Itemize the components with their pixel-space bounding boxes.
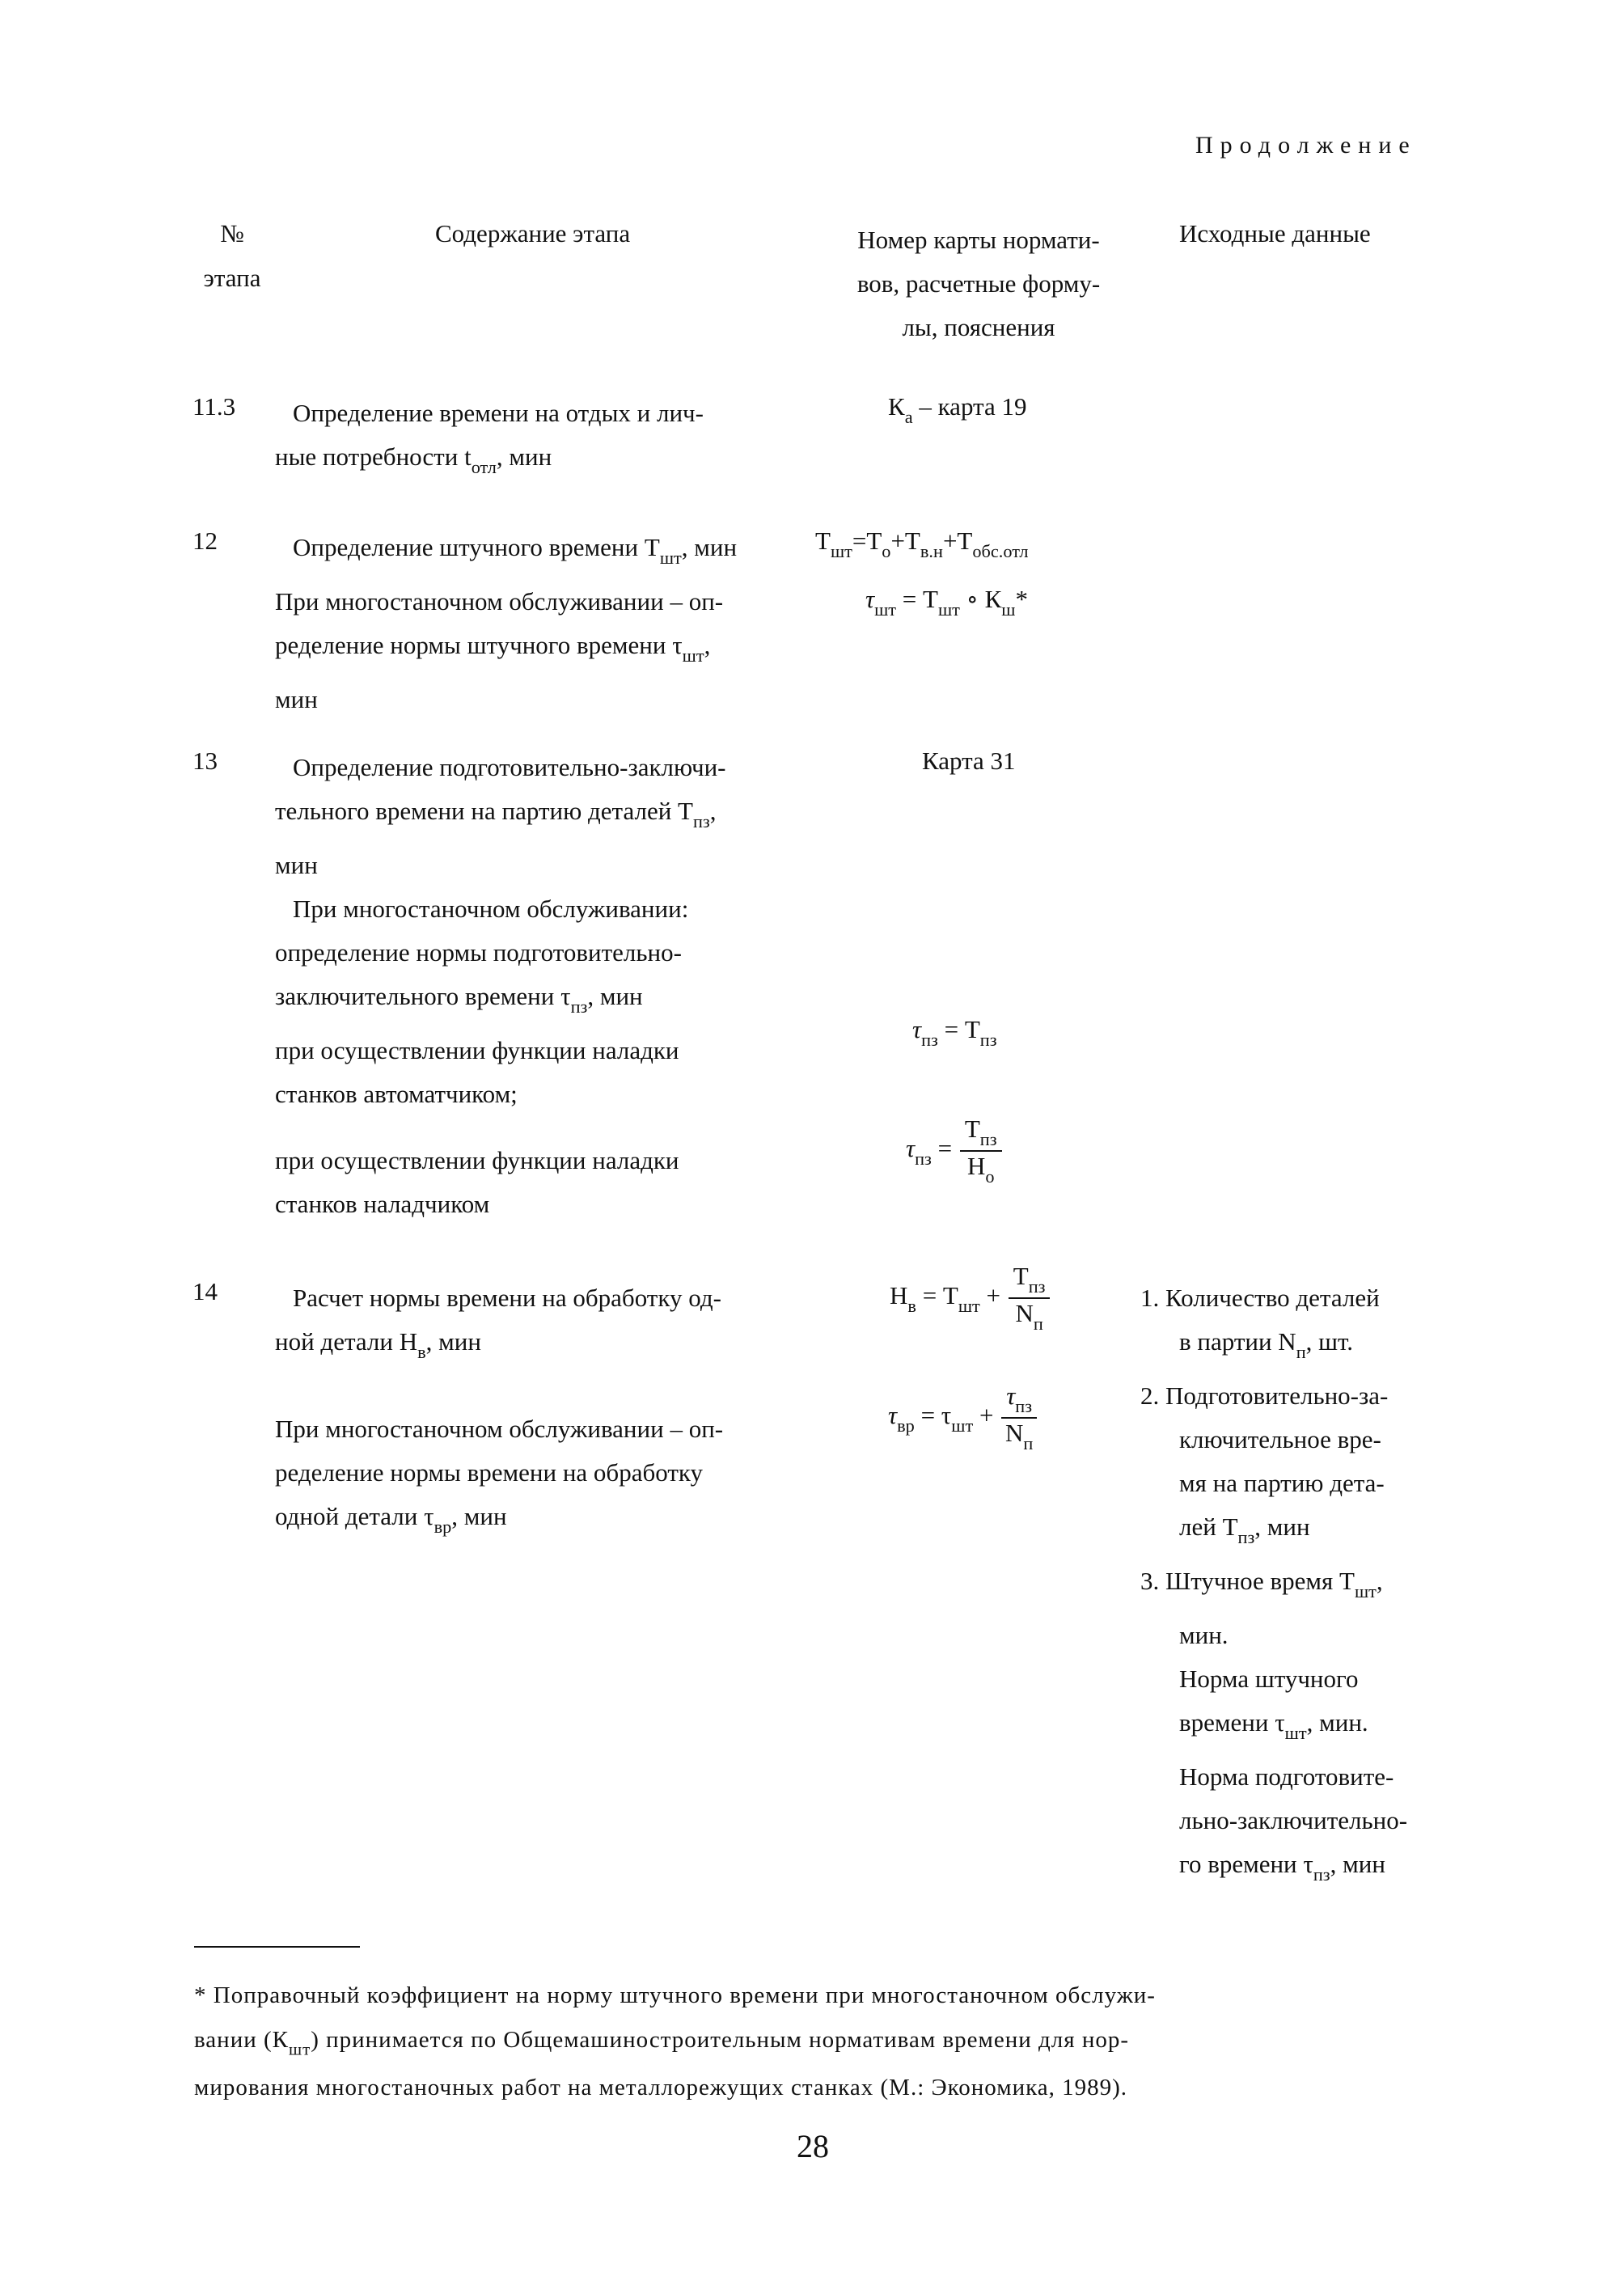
content-line: Определение времени на отдых и лич- [293,399,704,427]
content-line: При многостаночном обслуживании – оп- [275,587,724,616]
formula-tau-sht [865,584,1028,621]
subscript: в [907,1295,916,1316]
text: К [888,392,905,421]
row-number: 12 [192,527,218,555]
denominator [1001,1419,1037,1454]
subscript: вр [897,1415,915,1436]
subscript: обс.отл [972,541,1029,562]
text: +Т [942,527,973,555]
text: , мин [496,442,552,471]
subscript: в [417,1342,426,1363]
subscript: о [882,541,891,562]
source-line: Норма подготовите- [1179,1762,1394,1792]
text: = [931,1133,953,1162]
text: ределение нормы штучного времени τ [275,631,683,660]
content-line: мин [275,851,318,880]
text: , [1376,1567,1383,1596]
text: ∘ К [959,585,1002,613]
subscript: пз [915,1148,932,1169]
content-line: при осуществлении функции наладки [275,1036,679,1065]
text: = Т [937,1015,980,1043]
content-line [293,526,737,580]
content-line [275,435,704,489]
text: , шт. [1305,1327,1353,1356]
row-formula [888,391,1026,429]
source-line: 2. Подготовительно-за- [1140,1381,1389,1411]
text: + [979,1280,1001,1309]
text: 3. Штучное время Т [1140,1567,1355,1596]
text: Определение штучного времени Т [293,533,660,561]
text: ные потребности t [275,442,472,471]
formula-hv [890,1262,1051,1334]
fraction [960,1115,1002,1187]
text: , мин [1254,1512,1310,1542]
text: одной детали τ [275,1502,434,1530]
source-line: 1. Количество деталей [1140,1284,1380,1312]
formula-tau-pz [912,1014,997,1051]
text: τ [865,585,875,613]
text: , [704,631,711,660]
source-line: мин. [1179,1621,1229,1650]
text: = τ [914,1400,952,1429]
row-content [275,391,704,489]
source-data [1140,1276,1407,1897]
header-norms-line: лы, пояснения [902,313,1055,341]
subscript: пз [1015,1396,1033,1417]
row-number: 11.3 [192,392,236,421]
content-line: При многостаночном обслуживании: [293,895,689,924]
footnote-line: * Поправочный коэффициент на норму штучного времени при многостаночном обслужи- [194,1982,1156,2008]
subscript: пз [979,1030,997,1051]
text: Т [964,1115,980,1143]
row-content [275,746,726,1116]
header-source: Исходные данные [1179,219,1371,247]
header-number-line: этапа [203,264,261,293]
row-content-multi [275,1407,723,1549]
subscript: шт [1284,1723,1307,1744]
text: , мин. [1306,1708,1368,1737]
text: τ [906,1133,916,1162]
row-content [275,1276,721,1374]
source-line [1140,1559,1407,1614]
content-line: Определение подготовительно-заключи- [293,753,726,781]
text: = Т [896,585,938,613]
text: , мин [681,533,738,561]
content-line [275,1495,723,1549]
text: тельного времени на партию деталей Т [275,797,693,825]
content-line [275,1320,721,1374]
row-content [275,526,737,721]
subscript: а [904,407,913,428]
content-line [275,624,737,678]
text: заключительного времени τ [275,982,571,1011]
subscript: п [1033,1313,1043,1334]
denominator [960,1152,1002,1187]
subscript: шт [682,645,704,666]
source-line: ключительное вре- [1179,1425,1381,1454]
content-line: станков автоматчиком; [275,1080,518,1109]
text: ной детали Н [275,1327,418,1356]
content-line [275,789,726,844]
subscript: пз [570,996,588,1017]
footnote-line: мирования многостаночных работ на металлорежущих станках (М.: Экономика, 1989). [194,2075,1128,2101]
numerator [1001,1381,1037,1419]
numerator [960,1115,1002,1152]
text: * [1015,585,1028,613]
numerator [1009,1262,1051,1299]
subscript: в.н [920,541,943,562]
subscript: шт [659,548,682,569]
text: вании (К [194,2027,289,2054]
text: , мин [1330,1850,1385,1879]
row-number: 14 [192,1277,218,1305]
fraction [1009,1262,1051,1334]
header-number-line: № [220,219,244,247]
subscript: о [985,1166,995,1187]
text: τ [1006,1381,1016,1410]
content-line: Расчет нормы времени на обработку од- [293,1284,721,1312]
text: времени τ [1179,1708,1285,1737]
footnote-separator [194,1946,360,1948]
text: , мин [451,1502,507,1530]
subscript: пз [979,1129,997,1150]
content-line: при осуществлении функции наладки [275,1146,679,1174]
content-line: определение нормы подготовительно- [275,938,682,967]
content-line: ределение нормы времени на обработку [275,1458,703,1487]
source-line [1179,1320,1407,1374]
footnote-line [194,2018,1440,2066]
text: τ [888,1400,898,1429]
source-line [1179,1701,1407,1755]
subscript: ш [1001,599,1016,620]
text: Н [966,1151,986,1180]
text: ) принимается по Общемашиностроительным нормативам времени для нор- [311,2027,1130,2054]
formula-tsht [815,526,1029,563]
content-line: При многостаночном обслуживании – оп- [275,1415,724,1443]
subscript: шт [830,541,852,562]
source-line: Норма штучного [1179,1665,1359,1694]
source-line [1179,1842,1407,1897]
text: , мин [425,1327,481,1356]
text: N [1004,1418,1024,1447]
subscript: пз [1237,1527,1255,1548]
header-content: Содержание этапа [435,219,631,247]
text: +Т [890,527,920,555]
subscript: шт [1354,1581,1377,1602]
subscript: шт [874,599,897,620]
text: , [709,797,717,825]
fraction [1001,1381,1037,1453]
text: лей Т [1179,1512,1238,1542]
subscript: вр [433,1517,452,1538]
content-line: мин [275,685,318,714]
text: Н [890,1280,908,1309]
source-line: мя на партию дета- [1179,1469,1385,1498]
text: в партии N [1179,1327,1296,1356]
formula-tau-vr [888,1381,1038,1453]
subscript: п [1296,1342,1306,1363]
text: τ [912,1015,922,1043]
header-number [188,218,277,293]
row-content-extra [275,1139,679,1226]
page-number: 28 [797,2128,829,2164]
subscript: пз [1028,1276,1046,1297]
subscript: шт [289,2039,311,2059]
row-number: 13 [192,747,218,775]
text: Т [1013,1262,1029,1290]
subscript: пз [692,811,710,832]
subscript: шт [951,1415,974,1436]
source-line [1179,1505,1407,1559]
header-norms-line: Номер карты нормати- [857,226,1100,254]
subscript: шт [937,599,960,620]
continuation-label: Продолжение [1195,132,1417,159]
header-norms-line: вов, расчетные форму- [856,269,1101,298]
text: =Т [852,527,882,555]
text: = Т [916,1280,958,1309]
row-card: Карта 31 [922,747,1016,775]
footnote [194,1974,1440,2110]
text: + [973,1400,994,1429]
subscript: пз [1313,1864,1330,1885]
formula-tau-pz-fraction [906,1115,1004,1187]
subscript: отл [471,457,497,478]
denominator [1009,1299,1051,1335]
text: го времени τ [1179,1850,1313,1879]
text: Т [815,527,831,555]
text: – карта 19 [912,392,1027,421]
subscript: пз [921,1030,938,1051]
subscript: шт [958,1295,980,1316]
text: , мин [587,982,643,1011]
subscript: п [1023,1432,1034,1453]
content-line: станков наладчиком [275,1190,490,1218]
source-line: льно-заключительно- [1179,1806,1408,1835]
header-norms [817,218,1140,349]
content-line [275,975,726,1029]
text: N [1015,1298,1034,1327]
